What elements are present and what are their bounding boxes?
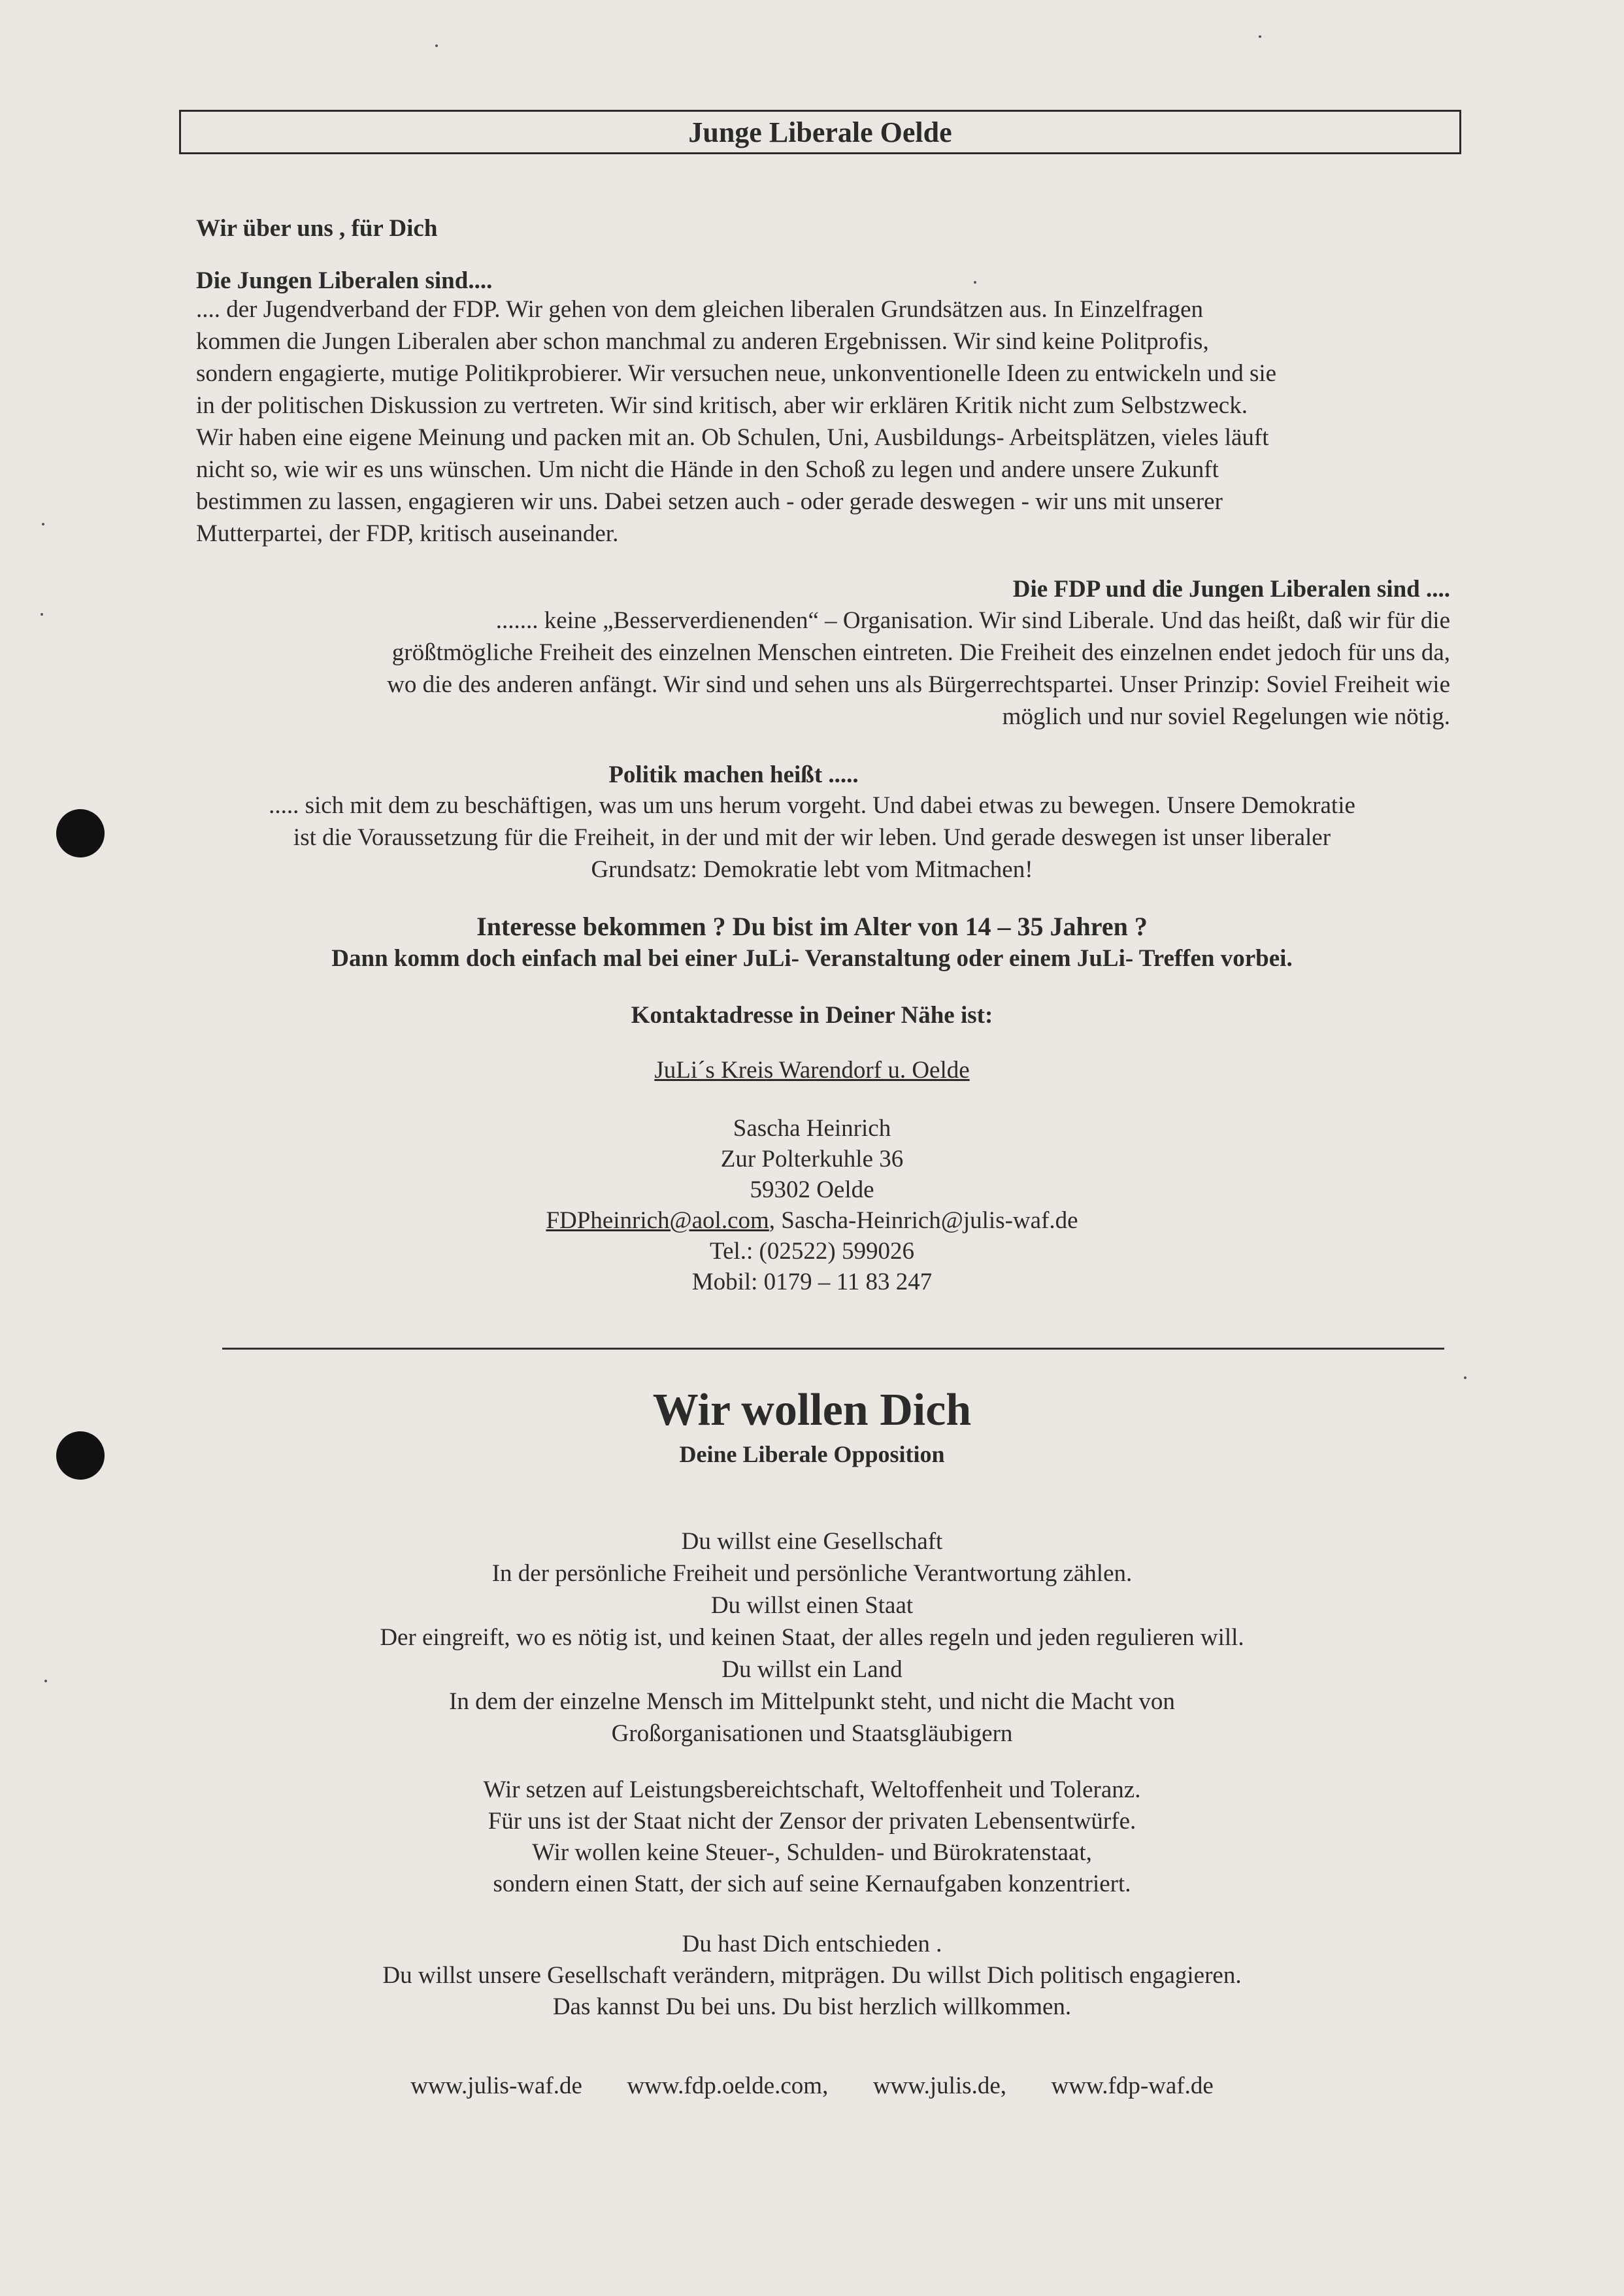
- scan-speck: [974, 281, 976, 284]
- part2-line: Großorganisationen und Staatsgläubigern: [611, 1720, 1013, 1747]
- contact-city: 59302 Oelde: [750, 1176, 874, 1203]
- intro-heading: Wir über uns , für Dich: [196, 215, 438, 242]
- section1-line: sondern engagierte, mutige Politikprobierer. Wir versuchen neue, unkonventionelle Ideen zu entwickeln und sie: [196, 360, 1277, 387]
- part2-line: Du willst ein Land: [721, 1656, 903, 1683]
- part2-line: sondern einen Statt, der sich auf seine Kernaufgaben konzentriert.: [493, 1871, 1131, 1897]
- call-line2: Dann komm doch einfach mal bei einer JuLi- Veranstaltung oder einem JuLi- Treffen vorbei.: [331, 945, 1293, 972]
- contact-mobile: Mobil: 0179 – 11 83 247: [691, 1269, 933, 1295]
- section3-line: Grundsatz: Demokratie lebt vom Mitmachen!: [591, 856, 1033, 883]
- section2-line: ....... keine „Besserverdienenden“ – Organisation. Wir sind Liberale. Und das heißt, daß wir für die: [495, 607, 1450, 634]
- website-link[interactable]: www.fdp.oelde.com,: [627, 2072, 829, 2099]
- contact-name: Sascha Heinrich: [733, 1115, 891, 1142]
- section-divider: [222, 1348, 1444, 1350]
- section2-line: möglich und nur soviel Regelungen wie nötig.: [1002, 703, 1450, 730]
- section3-line: ist die Voraussetzung für die Freiheit, in der und mit der wir leben. Und gerade deswegen ist unser liberaler: [293, 824, 1331, 851]
- section1-heading: Die Jungen Liberalen sind....: [196, 267, 493, 294]
- part2-title: Wir wollen Dich: [652, 1385, 972, 1435]
- scan-speck: [42, 523, 44, 525]
- section1-line: in der politischen Diskussion zu vertreten. Wir sind kritisch, aber wir erklären Kritik nicht zum Selbstzweck.: [196, 392, 1248, 419]
- section3-heading: Politik machen heißt .....: [608, 761, 859, 788]
- website-link[interactable]: www.julis-waf.de: [410, 2072, 582, 2099]
- website-link[interactable]: www.fdp-waf.de: [1051, 2072, 1214, 2099]
- scan-speck: [435, 44, 438, 47]
- part2-line: Du hast Dich entschieden .: [682, 1931, 942, 1957]
- section3-line: ..... sich mit dem zu beschäftigen, was um uns herum vorgeht. Und dabei etwas zu bewegen. Unsere Demokratie: [269, 792, 1355, 819]
- part2-line: Du willst einen Staat: [710, 1592, 914, 1619]
- part2-line: Du willst eine Gesellschaft: [681, 1528, 943, 1555]
- section1-line: Mutterpartei, der FDP, kritisch auseinander.: [196, 520, 619, 547]
- punch-hole: [56, 809, 105, 857]
- part2-line: In dem der einzelne Mensch im Mittelpunkt steht, und nicht die Macht von: [449, 1688, 1175, 1715]
- scan-speck: [1259, 35, 1261, 38]
- contact-emails: [0, 1205, 1624, 1237]
- section1-line: bestimmen zu lassen, engagieren wir uns. Dabei setzen auch - oder gerade deswegen - wir uns mit unserer: [196, 488, 1223, 515]
- scan-speck: [1464, 1376, 1467, 1379]
- page-title: Junge Liberale Oelde: [179, 110, 1461, 154]
- contact-street: Zur Polterkuhle 36: [720, 1146, 904, 1173]
- call-line1: Interesse bekommen ? Du bist im Alter von 14 – 35 Jahren ?: [476, 912, 1148, 941]
- email-separator: ,: [769, 1207, 782, 1234]
- part2-line: Das kannst Du bei uns. Du bist herzlich willkommen.: [552, 1993, 1072, 2020]
- part2-line: Wir setzen auf Leistungsbereichtschaft, Weltoffenheit und Toleranz.: [483, 1776, 1141, 1803]
- part2-line: Du willst unsere Gesellschaft verändern, mitprägen. Du willst Dich politisch engagieren.: [382, 1962, 1242, 1989]
- section1-line: kommen die Jungen Liberalen aber schon manchmal zu anderen Ergebnissen. Wir sind keine Politprofis,: [196, 328, 1209, 355]
- section1-line: .... der Jugendverband der FDP. Wir gehen von dem gleichen liberalen Grundsätzen aus. In Einzelfragen: [196, 296, 1204, 323]
- scan-speck: [44, 1680, 47, 1682]
- part2-line: Der eingreift, wo es nötig ist, und keinen Staat, der alles regeln und jeden regulieren will.: [380, 1624, 1244, 1651]
- section1-line: Wir haben eine eigene Meinung und packen mit an. Ob Schulen, Uni, Ausbildungs- Arbeitsplätzen, vieles läuft: [196, 424, 1269, 451]
- scan-speck: [41, 613, 43, 616]
- section1-line: nicht so, wie wir es uns wünschen. Um nicht die Hände in den Schoß zu legen und andere unsere Zukunft: [196, 456, 1219, 483]
- section2-line: wo die des anderen anfängt. Wir sind und sehen uns als Bürgerrechtspartei. Unser Prinzip: Soviel Freiheit wie: [387, 671, 1450, 698]
- part2-line: In der persönliche Freiheit und persönliche Verantwortung zählen.: [491, 1560, 1133, 1587]
- email-address: Sascha-Heinrich@julis-waf.de: [781, 1207, 1078, 1234]
- part2-line: Für uns ist der Staat nicht der Zensor der privaten Lebensentwürfe.: [488, 1808, 1136, 1835]
- contact-heading: Kontaktadresse in Deiner Nähe ist:: [631, 1002, 993, 1029]
- section2-line: größtmögliche Freiheit des einzelnen Menschen eintreten. Die Freiheit des einzelnen endet jedoch für uns da,: [391, 639, 1450, 666]
- part2-line: Wir wollen keine Steuer-, Schulden- und Bürokratenstaat,: [532, 1839, 1092, 1866]
- website-link[interactable]: www.julis.de,: [872, 2072, 1006, 2099]
- section2-heading: Die FDP und die Jungen Liberalen sind ....: [1012, 576, 1450, 603]
- website-links: [0, 2072, 1624, 2100]
- punch-hole: [56, 1431, 105, 1480]
- email-link[interactable]: FDPheinrich@aol.com: [546, 1207, 769, 1234]
- part2-subtitle: Deine Liberale Opposition: [679, 1441, 945, 1467]
- contact-organization: JuLi´s Kreis Warendorf u. Oelde: [654, 1057, 970, 1084]
- contact-phone: Tel.: (02522) 599026: [710, 1238, 914, 1265]
